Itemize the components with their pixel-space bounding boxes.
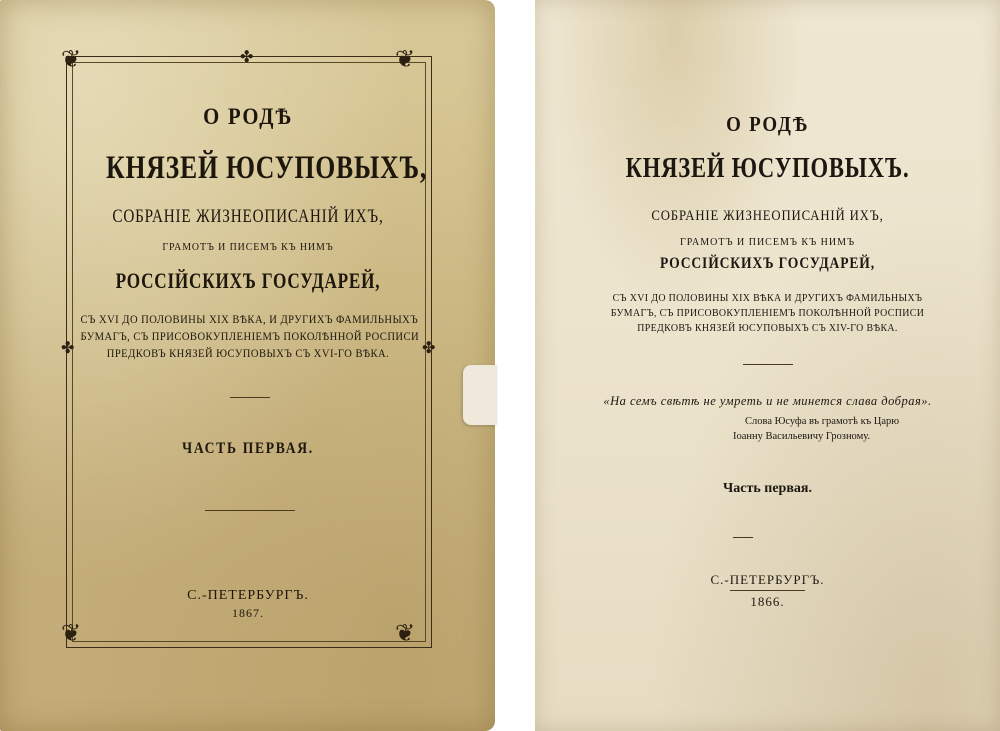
epigraph-attribution-1: Слова Юсуфа въ грамотѣ къ Царю	[745, 416, 900, 427]
cover-year: 1867.	[232, 606, 264, 620]
page-edge-tab	[463, 365, 497, 425]
title-subtitle-line-5: РОССІЙСКИХЪ ГОСУДАРЕЙ,	[660, 255, 875, 272]
side-ornament-icon: ✤	[422, 338, 436, 357]
cover-subtitle-line-4: ГРАМОТЪ И ПИСЕМЪ КЪ НИМЪ	[162, 241, 334, 253]
title-page	[535, 0, 1000, 731]
cover-subtitle-line-3: СОБРАНІЕ ЖИЗНЕОПИСАНІЙ ИХЪ,	[112, 206, 384, 227]
title-line-2: КНЯЗЕЙ ЮСУПОВЫХЪ.	[625, 152, 910, 184]
title-subtitle-line-3: СОБРАНІЕ ЖИЗНЕОПИСАНІЙ ИХЪ,	[651, 208, 884, 224]
corner-ornament-icon: ❦	[394, 45, 416, 73]
cover-part: ЧАСТЬ ПЕРВАЯ.	[182, 440, 314, 457]
title-description-line-6: СЪ XVI ДО ПОЛОВИНЫ XIX ВѢКА И ДРУГИХЪ ФАМИЛЬНЫХЪ	[612, 292, 923, 304]
cover-description-line-7: БУМАГЪ, СЪ ПРИСОВОКУПЛЕНІЕМЪ ПОКОЛѢННОЙ РОСПИСИ	[80, 331, 420, 343]
cover-subtitle-line-5: РОССІЙСКИХЪ ГОСУДАРЕЙ,	[115, 268, 381, 293]
cover-description-line-6: СЪ XVI ДО ПОЛОВИНЫ XIX ВѢКА, И ДРУГИХЪ ФАМИЛЬНЫХЪ	[80, 314, 419, 326]
corner-ornament-icon: ❦	[60, 619, 82, 647]
title-description-line-8: ПРЕДКОВЪ КНЯЗЕЙ ЮСУПОВЫХЪ СЪ XIV-ГО ВѢКА.	[637, 322, 898, 334]
title-divider	[730, 590, 805, 591]
cover-description-line-8: ПРЕДКОВЪ КНЯЗЕЙ ЮСУПОВЫХЪ СЪ XVI-ГО ВѢКА.	[106, 348, 390, 360]
title-part: Часть первая.	[723, 481, 812, 496]
cover-divider	[230, 397, 270, 398]
title-divider	[733, 537, 753, 538]
title-divider	[743, 364, 793, 365]
title-line-1: О РОДѢ	[726, 112, 809, 136]
cover-title-line-1: О РОДѢ	[203, 104, 293, 129]
title-city: С.-ПЕТЕРБУРГЪ.	[710, 572, 825, 587]
title-description-line-7: БУМАГЪ, СЪ ПРИСОВОКУПЛЕНІЕМЪ ПОКОЛѢННОЙ РОСПИСИ	[610, 307, 925, 319]
cover-divider	[205, 510, 295, 511]
corner-ornament-icon: ❦	[60, 45, 82, 73]
side-ornament-icon: ✤	[61, 338, 75, 357]
book-cover	[0, 0, 495, 731]
epigraph-attribution-2: Іоанну Васильевичу Грозному.	[733, 431, 871, 442]
epigraph: «На семъ свѣтѣ не умреть и не минется слава добрая».	[603, 394, 932, 408]
title-subtitle-line-4: ГРАМОТЪ И ПИСЕМЪ КЪ НИМЪ	[679, 237, 856, 248]
title-year: 1866.	[750, 594, 785, 609]
cover-city: С.-ПЕТЕРБУРГЪ.	[187, 588, 309, 603]
side-ornament-icon: ✤	[240, 47, 254, 66]
cover-title-line-2: КНЯЗЕЙ ЮСУПОВЫХЪ,	[106, 150, 428, 186]
corner-ornament-icon: ❦	[394, 619, 416, 647]
